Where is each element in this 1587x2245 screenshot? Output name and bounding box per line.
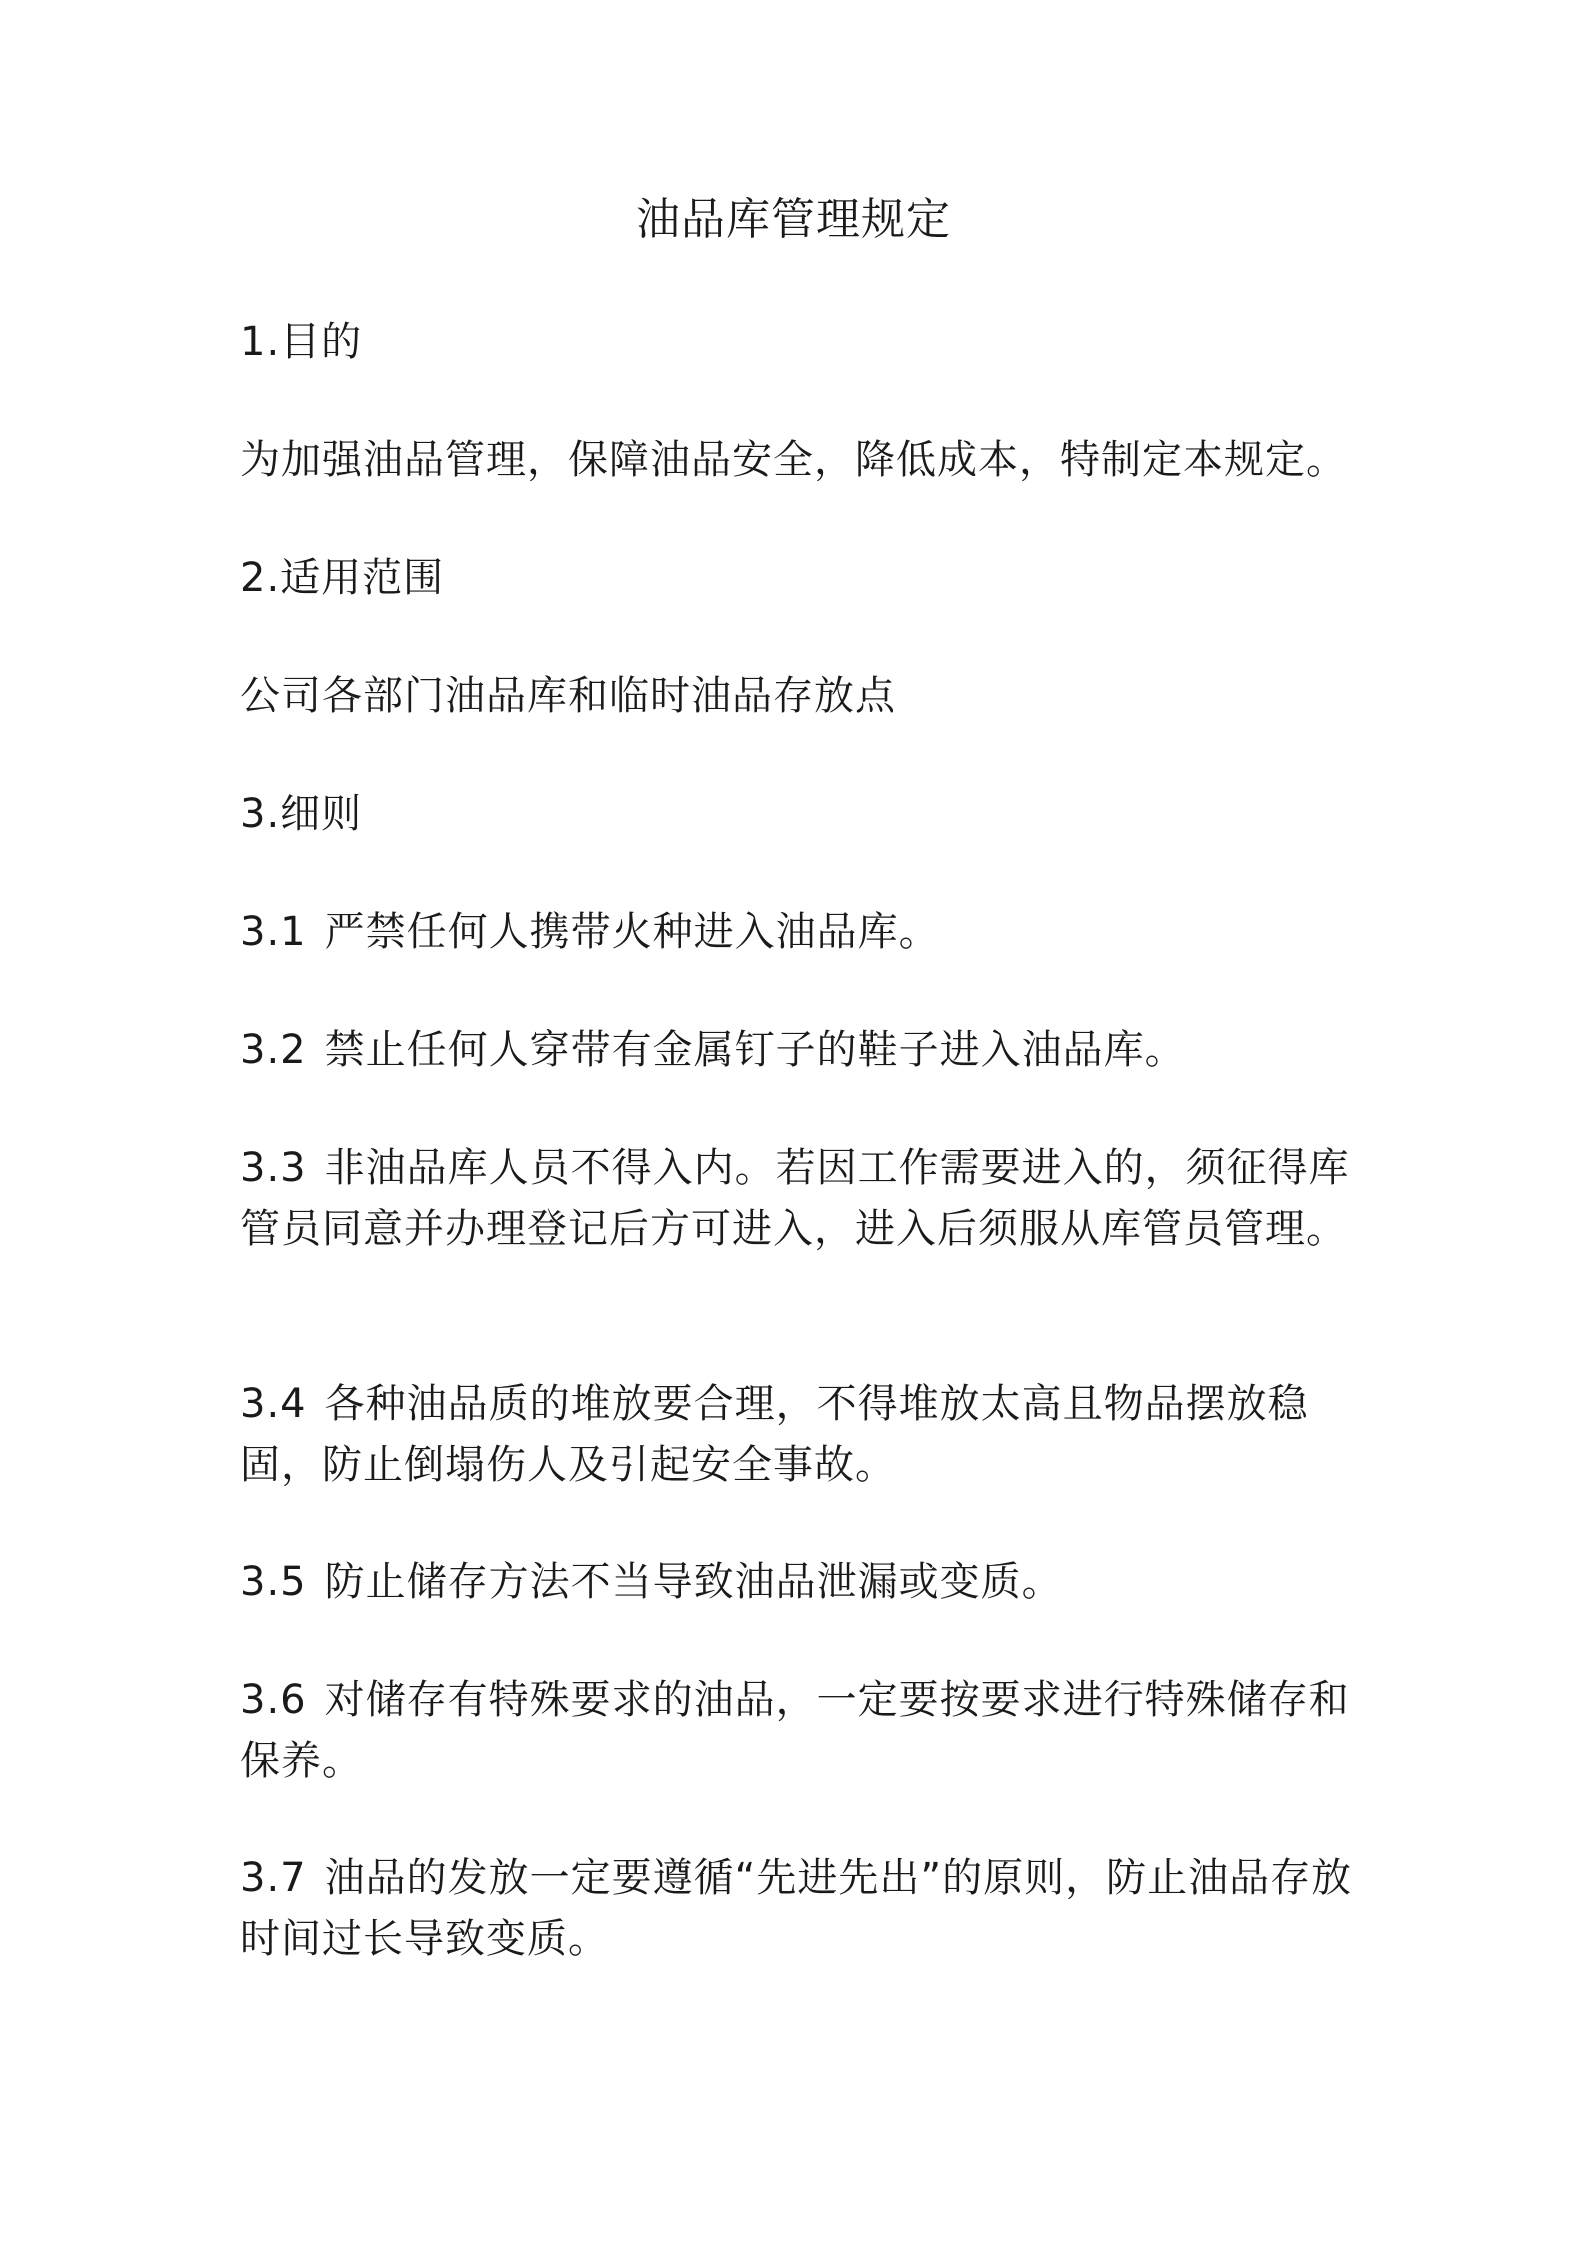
rule-text: 油品的发放一定要遵循“先进先出”的原则，防止油品存放时间过长导致变质。 — [240, 1855, 1353, 1962]
rule-number: 3.1 — [240, 909, 307, 955]
rule-number: 3.7 — [240, 1855, 307, 1901]
document-title: 油品库管理规定 — [636, 194, 951, 245]
rule-text: 非油品库人员不得入内。若因工作需要进入的，须征得库管员同意并办理登记后方可进入，进入后须服从库管员管理。 — [240, 1145, 1350, 1252]
rule-text: 禁止任何人穿带有金属钉子的鞋子进入油品库。 — [324, 1027, 1186, 1073]
rule-number: 3.3 — [240, 1145, 307, 1191]
rule-item — [240, 1552, 1360, 1613]
rule-number: 3.4 — [240, 1381, 307, 1427]
rule-number: 3.5 — [240, 1559, 307, 1605]
section-heading-rules: 3.细则 — [240, 791, 363, 837]
rule-item — [240, 1848, 1360, 1970]
rule-item — [240, 1374, 1360, 1496]
rule-item — [240, 902, 1360, 963]
section-text-purpose: 为加强油品管理，保障油品安全，降低成本，特制定本规定。 — [240, 437, 1347, 483]
rule-text: 对储存有特殊要求的油品，一定要按要求进行特殊储存和保养。 — [240, 1677, 1350, 1784]
section-text-scope: 公司各部门油品库和临时油品存放点 — [240, 673, 896, 719]
rule-text: 各种油品质的堆放要合理，不得堆放太高且物品摆放稳固，防止倒塌伤人及引起安全事故。 — [240, 1381, 1309, 1488]
section-heading-purpose: 1.目的 — [240, 319, 363, 365]
rule-text: 防止储存方法不当导致油品泄漏或变质。 — [324, 1559, 1063, 1605]
rule-text: 严禁任何人携带火种进入油品库。 — [324, 909, 940, 955]
rule-item — [240, 1020, 1360, 1081]
rule-number: 3.6 — [240, 1677, 307, 1723]
rule-item — [240, 1138, 1360, 1260]
rule-item — [240, 1670, 1360, 1792]
rule-number: 3.2 — [240, 1027, 307, 1073]
section-heading-scope: 2.适用范围 — [240, 555, 445, 601]
